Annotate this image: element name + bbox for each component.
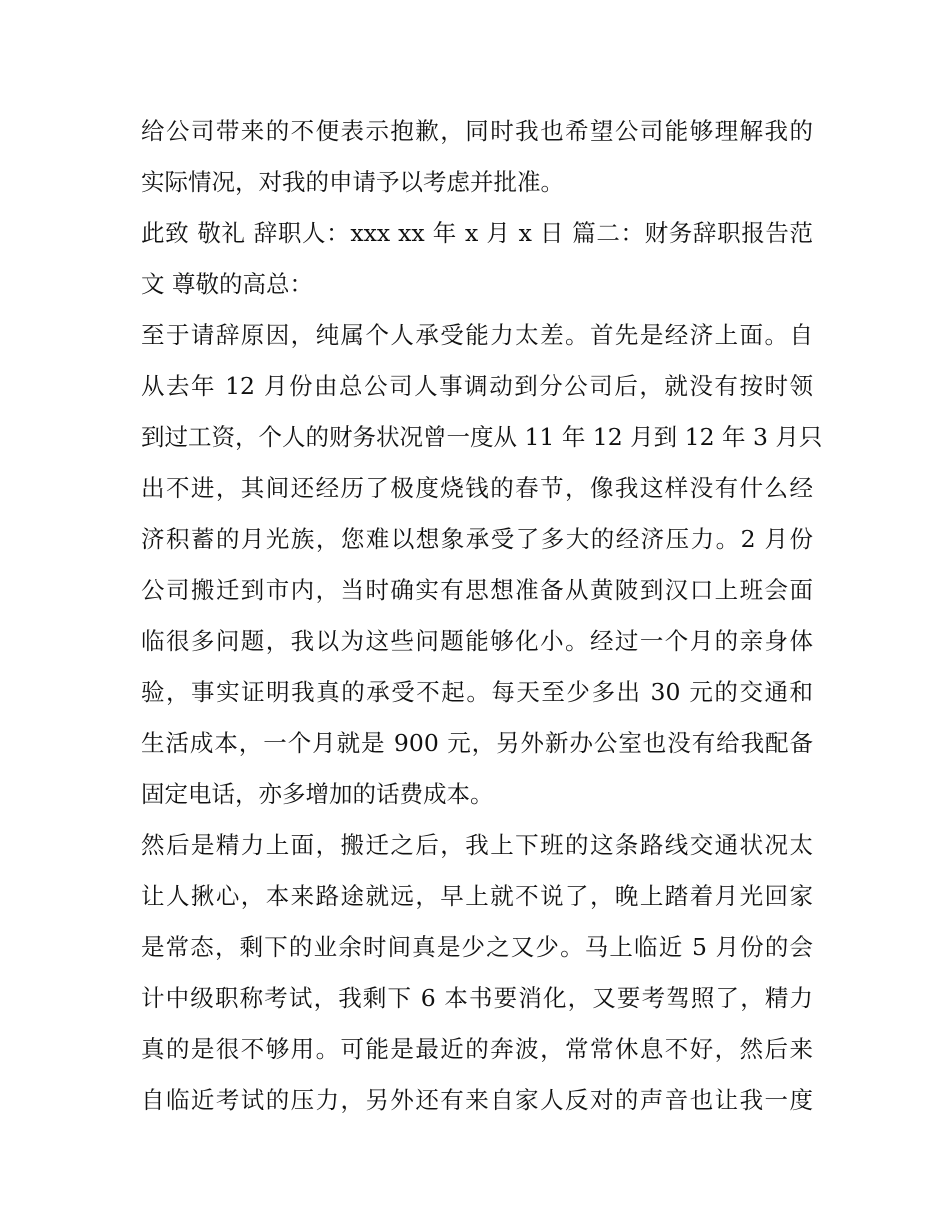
- document-body: [141, 106, 823, 1126]
- text-line: 是常态，剩下的业余时间真是少之又少。马上临近 5 月份的会: [141, 933, 813, 961]
- text-line: 固定电话，亦多增加的话费成本。: [141, 780, 494, 808]
- text-line: 自临近考试的压力，另外还有来自家人反对的声音也让我一度: [141, 1086, 813, 1114]
- text-line: 生活成本，一个月就是 900 元，另外新办公室也没有给我配备: [141, 729, 813, 757]
- text-line: 到过工资，个人的财务状况曾一度从 11 年 12 月到 12 年 3 月只: [141, 423, 823, 451]
- text-line: 真的是很不够用。可能是最近的奔波，常常休息不好，然后来: [141, 1035, 813, 1063]
- text-line: 出不进，其间还经历了极度烧钱的春节，像我这样没有什么经: [141, 474, 813, 502]
- text-line: 验，事实证明我真的承受不起。每天至少多出 30 元的交通和: [141, 678, 813, 706]
- text-line: 临很多问题，我以为这些问题能够化小。经过一个月的亲身体: [141, 627, 813, 655]
- text-line: 济积蓄的月光族，您难以想象承受了多大的经济压力。2 月份: [141, 525, 813, 553]
- text-line: 此致 敬礼 辞职人：xxx xx 年 x 月 x 日 篇二：财务辞职报告范: [141, 219, 813, 247]
- text-line: 让人揪心，本来路途就远，早上就不说了，晚上踏着月光回家: [141, 882, 813, 910]
- text-line: 实际情况，对我的申请予以考虑并批准。: [141, 168, 564, 196]
- text-line: 计中级职称考试，我剩下 6 本书要消化，又要考驾照了，精力: [141, 984, 813, 1012]
- text-line: 文 尊敬的高总：: [141, 270, 313, 298]
- text-line: 从去年 12 月份由总公司人事调动到分公司后，就没有按时领: [141, 372, 813, 400]
- text-line: 公司搬迁到市内，当时确实有思想准备从黄陂到汉口上班会面: [141, 576, 813, 604]
- text-line: 给公司带来的不便表示抱歉，同时我也希望公司能够理解我的: [141, 117, 813, 145]
- text-line: 至于请辞原因，纯属个人承受能力太差。首先是经济上面。自: [141, 321, 813, 349]
- text-line: 然后是精力上面，搬迁之后，我上下班的这条路线交通状况太: [141, 831, 813, 859]
